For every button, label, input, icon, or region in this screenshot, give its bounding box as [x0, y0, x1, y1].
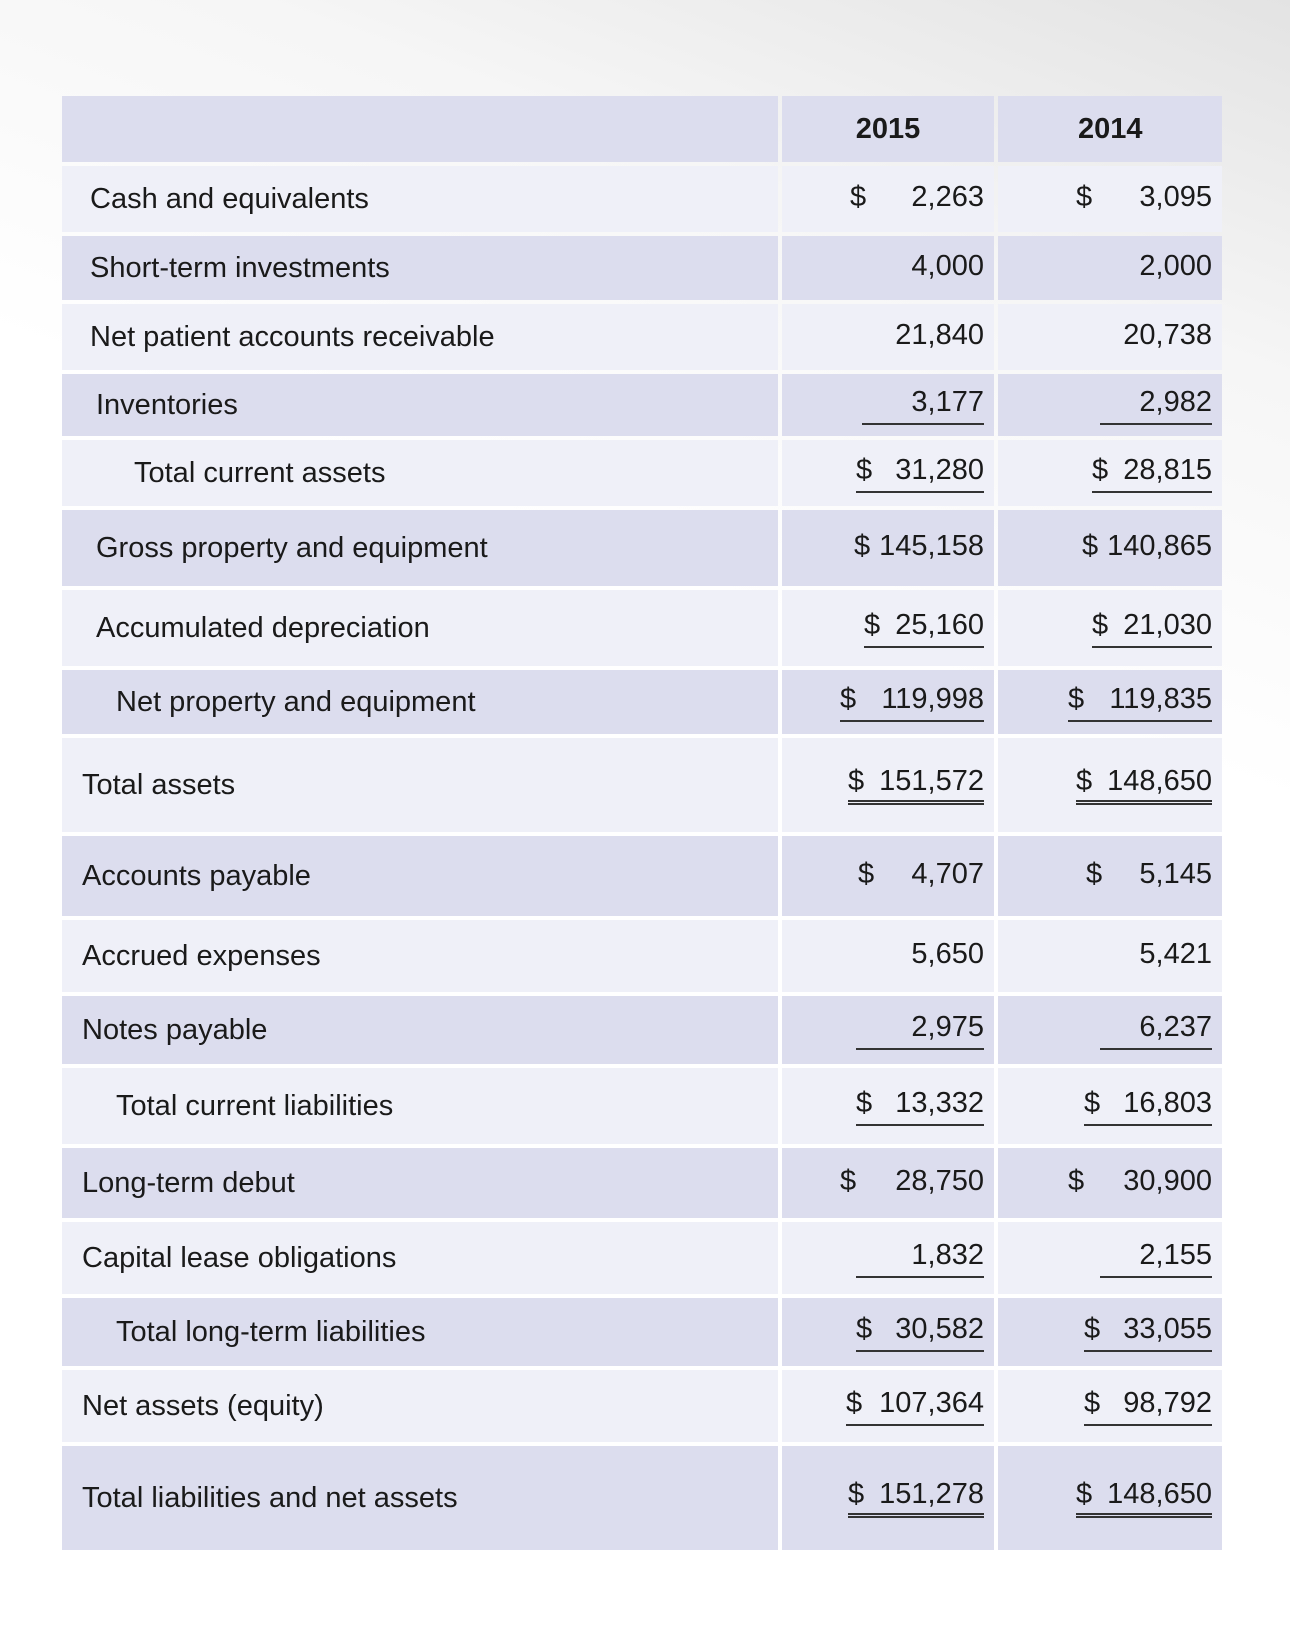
amount-2014	[1084, 1313, 1212, 1352]
amount-2015	[850, 181, 984, 218]
value-2015	[782, 510, 994, 586]
currency-sign: $	[850, 180, 867, 213]
row-label: Long-term debut	[62, 1148, 778, 1218]
value-2015	[782, 374, 994, 436]
currency-sign: $	[1076, 180, 1093, 213]
value-2015	[782, 304, 994, 370]
row-label: Net property and equipment	[62, 670, 778, 734]
table-row	[62, 374, 1222, 436]
row-label: Total long-term liabilities	[62, 1298, 778, 1366]
row-label: Short-term investments	[62, 236, 778, 300]
amount-2014	[1068, 1165, 1212, 1202]
amount-2015	[846, 1387, 984, 1426]
amount-value: 30,900	[1123, 1164, 1212, 1197]
amount-value: 28,815	[1123, 453, 1212, 486]
amount-value: 3,095	[1139, 180, 1212, 213]
value-2014	[998, 1148, 1222, 1218]
amount-value: 16,803	[1123, 1086, 1212, 1119]
amount-2015	[911, 250, 984, 287]
header-label-cell	[62, 96, 778, 162]
amount-2014	[1100, 1239, 1212, 1278]
amount-value: 2,000	[1139, 249, 1212, 282]
table-row	[62, 1370, 1222, 1442]
value-2015	[782, 920, 994, 992]
amount-2015	[856, 1313, 984, 1352]
amount-2014	[1082, 530, 1212, 567]
header-2015: 2015	[782, 96, 994, 162]
value-2015	[782, 670, 994, 734]
amount-value: 1,832	[911, 1238, 984, 1271]
value-2014	[998, 440, 1222, 506]
currency-sign: $	[856, 453, 873, 486]
amount-value: 2,263	[911, 180, 984, 213]
amount-2015	[848, 1478, 984, 1518]
row-label: Total assets	[62, 738, 778, 832]
value-2014	[998, 1370, 1222, 1442]
row-label: Accounts payable	[62, 836, 778, 916]
currency-sign: $	[1076, 1478, 1093, 1510]
value-2015	[782, 836, 994, 916]
row-label: Total current liabilities	[62, 1068, 778, 1144]
amount-value: 119,835	[1109, 682, 1212, 715]
table-row	[62, 920, 1222, 992]
table-row	[62, 836, 1222, 916]
currency-sign: $	[1068, 1164, 1085, 1197]
value-2014	[998, 304, 1222, 370]
amount-value: 148,650	[1107, 765, 1212, 797]
amount-value: 5,421	[1139, 937, 1212, 970]
value-2015	[782, 1068, 994, 1144]
amount-2015	[864, 609, 984, 648]
amount-2015	[856, 1239, 984, 1278]
table-row	[62, 590, 1222, 666]
value-2014	[998, 670, 1222, 734]
amount-value: 148,650	[1107, 1478, 1212, 1510]
amount-value: 2,975	[911, 1010, 984, 1043]
header-row	[62, 96, 1222, 162]
currency-sign: $	[1084, 1312, 1101, 1345]
value-2015	[782, 1148, 994, 1218]
amount-2015	[840, 683, 984, 722]
amount-2014	[1123, 319, 1212, 356]
amount-value: 140,865	[1107, 529, 1212, 562]
amount-2015	[862, 386, 984, 425]
table-row	[62, 1148, 1222, 1218]
header-2014: 2014	[998, 96, 1222, 162]
amount-2014	[1139, 938, 1212, 975]
amount-value: 4,707	[911, 857, 984, 890]
value-2014	[998, 1446, 1222, 1550]
table-row	[62, 304, 1222, 370]
amount-value: 30,582	[895, 1312, 984, 1345]
amount-2014	[1092, 454, 1212, 493]
value-2015	[782, 166, 994, 232]
amount-value: 5,145	[1139, 857, 1212, 890]
amount-value: 6,237	[1139, 1010, 1212, 1043]
amount-value: 3,177	[911, 385, 984, 418]
table-row	[62, 440, 1222, 506]
row-label: Notes payable	[62, 996, 778, 1064]
amount-2015	[840, 1165, 984, 1202]
table-row	[62, 1068, 1222, 1144]
currency-sign: $	[1068, 682, 1085, 715]
value-2015	[782, 236, 994, 300]
amount-2014	[1100, 386, 1212, 425]
amount-2015	[911, 938, 984, 975]
currency-sign: $	[1082, 529, 1099, 562]
amount-2015	[848, 765, 984, 805]
value-2014	[998, 836, 1222, 916]
row-label: Cash and equivalents	[62, 166, 778, 232]
amount-2015	[856, 1011, 984, 1050]
currency-sign: $	[840, 1164, 857, 1197]
amount-value: 2,155	[1139, 1238, 1212, 1271]
currency-sign: $	[858, 857, 875, 890]
currency-sign: $	[856, 1086, 873, 1119]
amount-2014	[1100, 1011, 1212, 1050]
amount-value: 28,750	[895, 1164, 984, 1197]
currency-sign: $	[854, 529, 871, 562]
amount-value: 21,030	[1123, 608, 1212, 641]
table-row	[62, 166, 1222, 232]
value-2014	[998, 510, 1222, 586]
value-2015	[782, 1446, 994, 1550]
amount-value: 119,998	[881, 682, 984, 715]
amount-value: 2,982	[1139, 385, 1212, 418]
value-2014	[998, 920, 1222, 992]
amount-2014	[1076, 181, 1212, 218]
amount-2014	[1076, 1478, 1212, 1518]
amount-value: 107,364	[879, 1386, 984, 1419]
currency-sign: $	[856, 1312, 873, 1345]
amount-2014	[1139, 250, 1212, 287]
amount-value: 4,000	[911, 249, 984, 282]
value-2015	[782, 1370, 994, 1442]
amount-2014	[1084, 1387, 1212, 1426]
amount-2015	[854, 530, 984, 567]
table-row	[62, 236, 1222, 300]
amount-2014	[1084, 1087, 1212, 1126]
currency-sign: $	[1086, 857, 1103, 890]
amount-value: 20,738	[1123, 318, 1212, 351]
currency-sign: $	[1092, 608, 1109, 641]
value-2015	[782, 1222, 994, 1294]
value-2015	[782, 738, 994, 832]
amount-value: 151,278	[879, 1478, 984, 1510]
currency-sign: $	[848, 1478, 865, 1510]
amount-2014	[1092, 609, 1212, 648]
amount-value: 31,280	[895, 453, 984, 486]
value-2014	[998, 166, 1222, 232]
value-2014	[998, 738, 1222, 832]
amount-value: 13,332	[895, 1086, 984, 1119]
value-2014	[998, 374, 1222, 436]
currency-sign: $	[840, 682, 857, 715]
amount-2015	[856, 1087, 984, 1126]
row-label: Accrued expenses	[62, 920, 778, 992]
balance-sheet-table	[62, 96, 1222, 1550]
amount-2014	[1068, 683, 1212, 722]
row-label: Accumulated depreciation	[62, 590, 778, 666]
table-row	[62, 670, 1222, 734]
row-label: Capital lease obligations	[62, 1222, 778, 1294]
value-2014	[998, 236, 1222, 300]
amount-value: 5,650	[911, 937, 984, 970]
value-2015	[782, 996, 994, 1064]
amount-value: 151,572	[879, 765, 984, 797]
amount-2015	[858, 858, 984, 895]
value-2015	[782, 1298, 994, 1366]
amount-2014	[1076, 765, 1212, 805]
row-label: Gross property and equipment	[62, 510, 778, 586]
row-label: Total liabilities and net assets	[62, 1446, 778, 1550]
currency-sign: $	[1084, 1386, 1101, 1419]
currency-sign: $	[1092, 453, 1109, 486]
row-label: Net assets (equity)	[62, 1370, 778, 1442]
value-2014	[998, 996, 1222, 1064]
currency-sign: $	[846, 1386, 863, 1419]
value-2014	[998, 1298, 1222, 1366]
row-label: Inventories	[62, 374, 778, 436]
value-2014	[998, 1068, 1222, 1144]
currency-sign: $	[1084, 1086, 1101, 1119]
amount-value: 98,792	[1123, 1386, 1212, 1419]
table-row	[62, 738, 1222, 832]
amount-2015	[895, 319, 984, 356]
value-2014	[998, 1222, 1222, 1294]
row-label: Net patient accounts receivable	[62, 304, 778, 370]
value-2014	[998, 590, 1222, 666]
currency-sign: $	[1076, 765, 1093, 797]
amount-2015	[856, 454, 984, 493]
table-row	[62, 1222, 1222, 1294]
table-row	[62, 1446, 1222, 1550]
amount-value: 145,158	[879, 529, 984, 562]
amount-value: 25,160	[895, 608, 984, 641]
currency-sign: $	[864, 608, 881, 641]
table-row	[62, 996, 1222, 1064]
value-2015	[782, 590, 994, 666]
row-label: Total current assets	[62, 440, 778, 506]
currency-sign: $	[848, 765, 865, 797]
table-row	[62, 1298, 1222, 1366]
amount-value: 33,055	[1123, 1312, 1212, 1345]
value-2015	[782, 440, 994, 506]
table-row	[62, 510, 1222, 586]
amount-value: 21,840	[895, 318, 984, 351]
amount-2014	[1086, 858, 1212, 895]
